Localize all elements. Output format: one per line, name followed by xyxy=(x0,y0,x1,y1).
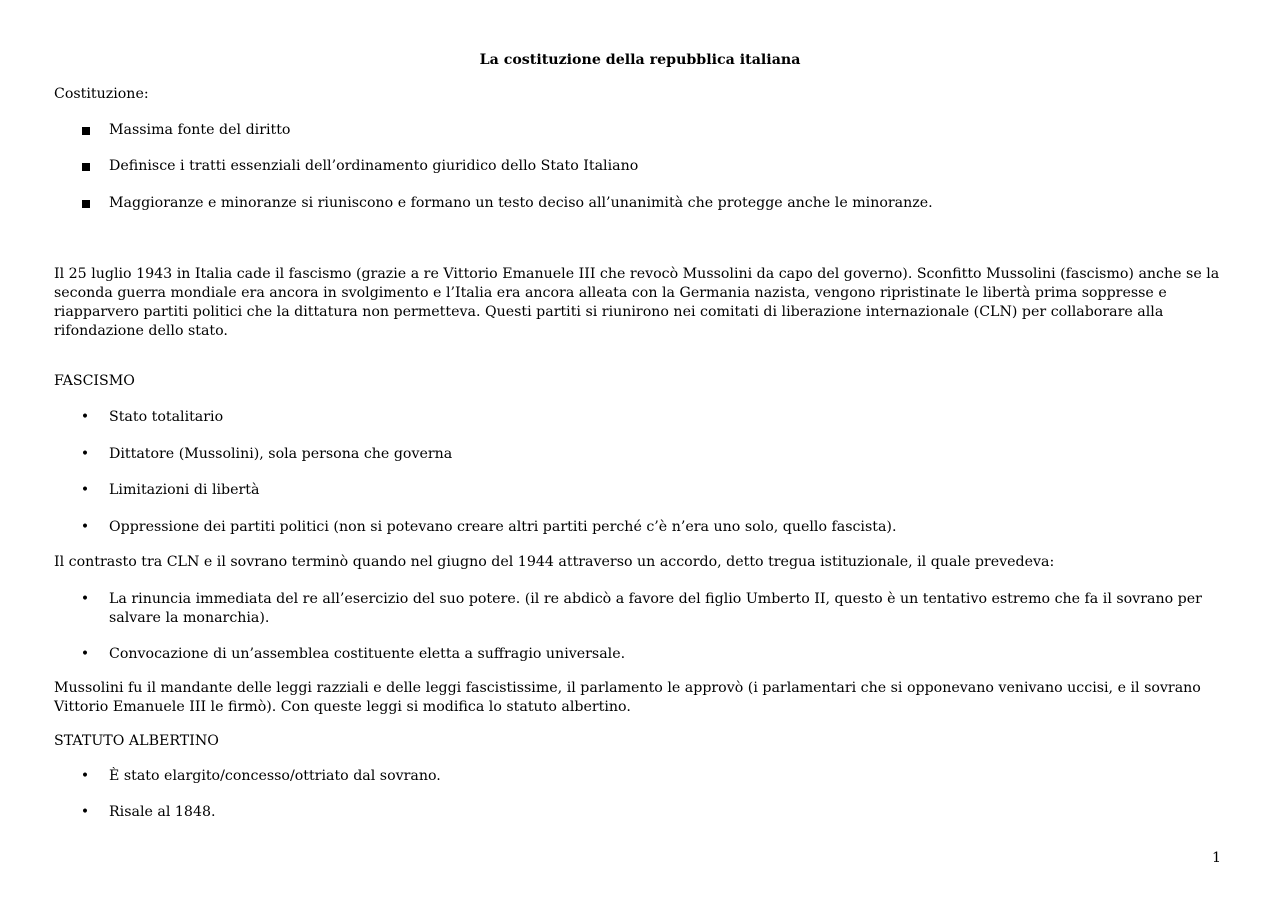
page-number: 1 xyxy=(1212,850,1222,866)
paragraph-3: Mussolini fu il mandante delle leggi razziali e delle leggi fascistissime, il parlamento le approvò (i parlamentari che si opponevano venivano uccisi, e il sovrano Vittorio Emanuele III le firmò). Con queste leggi si modifica lo statuto albertino. xyxy=(54,680,1201,715)
list-item: Maggioranze e minoranze si riuniscono e formano un testo deciso all’unanimità che protegge anche le minoranze. xyxy=(109,195,933,211)
paragraph-1: Il 25 luglio 1943 in Italia cade il fascismo (grazie a re Vittorio Emanuele III che revocò Mussolini da capo del governo). Sconfitto Mussolini (fascismo) anche se la seconda guerra mondiale era ancora in svolgimento e l’Italia era ancora alleata con la Germania nazista, vengono ripristinate le libertà prima soppresse e riapparvero partiti politici che la dittatura non permetteva. Questi partiti si riunirono nei comitati di liberazione internazionale (CLN) per collaborare alla rifondazione dello stato. xyxy=(54,266,1220,339)
bullet-icon: • xyxy=(80,482,90,498)
list-item: Stato totalitario xyxy=(109,409,224,425)
square-bullet-icon xyxy=(82,200,90,208)
list-item: Limitazioni di libertà xyxy=(109,482,260,498)
list-item: La rinuncia immediata del re all’esercizio del suo potere. (il re abdicò a favore del figlio Umberto II, questo è un tentativo estremo che fa il sovrano per salvare la monarchia). xyxy=(109,591,1202,626)
statuto-heading: STATUTO ALBERTINO xyxy=(54,733,219,749)
bullet-icon: • xyxy=(80,519,90,535)
bullet-icon: • xyxy=(80,768,90,784)
fascismo-heading: FASCISMO xyxy=(54,373,135,389)
bullet-icon: • xyxy=(80,446,90,462)
list-item: È stato elargito/concesso/ottriato dal sovrano. xyxy=(109,768,441,784)
bullet-icon: • xyxy=(80,646,90,662)
bullet-icon: • xyxy=(80,591,90,607)
bullet-icon: • xyxy=(80,804,90,820)
document-title: La costituzione della repubblica italiana xyxy=(479,52,801,68)
list-item: Dittatore (Mussolini), sola persona che governa xyxy=(109,446,453,462)
square-bullet-icon xyxy=(82,163,90,171)
paragraph-2: Il contrasto tra CLN e il sovrano terminò quando nel giugno del 1944 attraverso un accordo, detto tregua istituzionale, il quale prevedeva: xyxy=(54,554,1055,570)
intro-label: Costituzione: xyxy=(54,86,149,102)
bullet-icon: • xyxy=(80,409,90,425)
list-item: Convocazione di un’assemblea costituente eletta a suffragio universale. xyxy=(109,646,626,662)
list-item: Definisce i tratti essenziali dell’ordinamento giuridico dello Stato Italiano xyxy=(109,158,639,174)
square-bullet-icon xyxy=(82,127,90,135)
list-item: Massima fonte del diritto xyxy=(109,122,291,138)
list-item: Oppressione dei partiti politici (non si potevano creare altri partiti perché c’è n’era uno solo, quello fascista). xyxy=(109,519,897,535)
list-item: Risale al 1848. xyxy=(109,804,216,820)
